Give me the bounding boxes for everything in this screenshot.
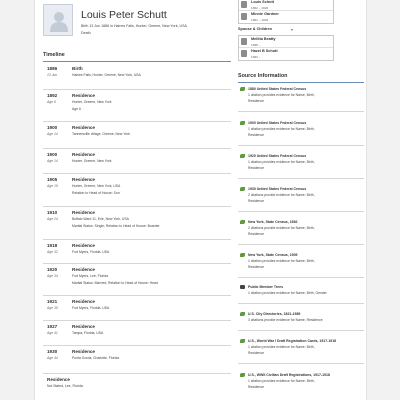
person-icon bbox=[241, 1, 247, 8]
source-item[interactable] bbox=[238, 251, 364, 278]
leaf-hint-icon bbox=[240, 220, 245, 224]
event-place[interactable]: Haines Falls, Hunter, Greene, New York, USA bbox=[72, 73, 141, 77]
member-dates: 1893 – bbox=[251, 54, 261, 59]
event-age: Age 35 bbox=[47, 306, 58, 310]
timeline-event[interactable] bbox=[43, 90, 231, 122]
timeline-event[interactable] bbox=[43, 149, 231, 174]
tree-icon bbox=[240, 285, 245, 289]
event-age: 13 Jun bbox=[47, 73, 58, 77]
source-citation: 1 citation provides evidence for Name, Birth, bbox=[248, 259, 315, 263]
event-type: Residence bbox=[72, 349, 95, 354]
event-place[interactable]: Tannersville village, Greene, New York bbox=[72, 132, 130, 136]
event-year: 1910 bbox=[47, 210, 58, 215]
source-title[interactable]: New York, State Census, 1892 bbox=[248, 220, 298, 224]
event-type: Residence bbox=[72, 125, 95, 130]
spouses-box bbox=[238, 35, 334, 61]
event-type: Residence bbox=[47, 377, 70, 382]
chevron-down-icon[interactable]: ▾ bbox=[291, 28, 293, 32]
event-type: Birth bbox=[72, 66, 83, 71]
source-heading: Source Information bbox=[238, 73, 288, 79]
timeline-divider bbox=[43, 61, 231, 62]
source-citation-cont: Residence bbox=[248, 232, 265, 236]
member-dates: 1862 – 1920 bbox=[251, 5, 269, 10]
death-fact: Death bbox=[81, 31, 91, 35]
event-place[interactable]: Hunter, Greene, New York bbox=[72, 100, 112, 104]
source-citation: 1 citation provides evidence for Name, Birth, bbox=[248, 160, 315, 164]
event-place[interactable]: Fort Myers, Lee, Florida bbox=[72, 274, 108, 278]
parents-box bbox=[238, 0, 334, 24]
event-place[interactable]: Hunter, Greene, New York bbox=[72, 159, 112, 163]
event-year: 1905 bbox=[47, 177, 58, 182]
timeline-event[interactable] bbox=[43, 296, 231, 321]
source-item[interactable] bbox=[238, 119, 364, 146]
event-year: 1930 bbox=[47, 349, 58, 354]
event-year: 1900 bbox=[47, 125, 58, 130]
event-age: Age 19 bbox=[47, 184, 58, 188]
family-member[interactable] bbox=[239, 0, 333, 11]
member-name: Louis Schutt bbox=[251, 0, 274, 4]
event-type: Residence bbox=[72, 152, 95, 157]
event-year: 1921 bbox=[47, 299, 58, 304]
source-title[interactable]: U.S., World War I Draft Registration Cards, 1917-1918 bbox=[248, 339, 337, 343]
event-place[interactable]: Not Stated, Lee, Florida bbox=[47, 384, 83, 388]
timeline-event[interactable] bbox=[43, 240, 231, 264]
source-citation: 2 citations provide evidence for Name, Birth, bbox=[248, 193, 315, 197]
event-place[interactable]: Hunter, Greene, New York, USA bbox=[72, 184, 121, 188]
source-citation-cont: Residence bbox=[248, 385, 265, 389]
source-citation: 1 citation provides evidence for Name, Birth, bbox=[248, 93, 315, 97]
source-item[interactable] bbox=[238, 371, 364, 400]
event-detail: Marital Status: Single; Relation to Head of House: Boarder bbox=[72, 224, 160, 228]
timeline-event[interactable] bbox=[43, 174, 231, 207]
event-age: Age 32 bbox=[47, 250, 58, 254]
person-icon bbox=[241, 13, 247, 20]
timeline-event[interactable] bbox=[43, 264, 231, 296]
event-age: Age 6 bbox=[47, 100, 56, 104]
event-type: Residence bbox=[72, 299, 95, 304]
family-member[interactable] bbox=[239, 48, 333, 60]
event-type: Residence bbox=[72, 210, 95, 215]
leaf-hint-icon bbox=[240, 339, 245, 343]
person-icon bbox=[241, 38, 247, 45]
leaf-hint-icon bbox=[240, 154, 245, 158]
event-type: Residence bbox=[72, 177, 95, 182]
source-item[interactable] bbox=[238, 337, 364, 364]
leaf-hint-icon bbox=[240, 187, 245, 191]
source-citation: 3 citations provide evidence for Name, Residence bbox=[248, 318, 323, 322]
leaf-hint-icon bbox=[240, 312, 245, 316]
event-age: Age 34 bbox=[47, 274, 58, 278]
timeline-heading: Timeline bbox=[43, 52, 65, 58]
event-detail: Age 6 bbox=[72, 107, 81, 111]
event-age: Age 41 bbox=[47, 331, 58, 335]
source-item[interactable] bbox=[238, 310, 364, 331]
member-name: Mellita Beatty bbox=[251, 37, 276, 41]
source-title[interactable]: New York, State Census, 1905 bbox=[248, 253, 298, 257]
member-dates: 1861 – 1946 bbox=[251, 17, 269, 22]
person-name: Louis Peter Schutt bbox=[81, 9, 167, 21]
source-title[interactable]: U.S. City Directories, 1821-1989 bbox=[248, 312, 301, 316]
birth-fact: Birth 13 Jun 1886 in Haines Falls, Hunter, Greene, New York, USA bbox=[81, 24, 187, 28]
event-year: 1918 bbox=[47, 243, 58, 248]
source-citation-cont: Residence bbox=[248, 99, 265, 103]
member-name: Hazel B Schutt bbox=[251, 49, 278, 53]
event-type: Residence bbox=[72, 243, 95, 248]
event-age: Age 44 bbox=[47, 356, 58, 360]
family-member[interactable] bbox=[239, 36, 333, 48]
source-citation-cont: Residence bbox=[248, 265, 265, 269]
event-year: 1920 bbox=[47, 267, 58, 272]
family-member[interactable] bbox=[239, 11, 333, 23]
timeline-event[interactable] bbox=[43, 321, 231, 346]
event-age: Age 14 bbox=[47, 159, 58, 163]
timeline-event[interactable] bbox=[43, 346, 231, 374]
person-icon bbox=[241, 50, 247, 57]
event-year: 1900 bbox=[47, 152, 58, 157]
event-place[interactable]: Tampa, Florida, USA bbox=[72, 331, 104, 335]
source-title[interactable]: 1880 United States Federal Census bbox=[248, 87, 307, 91]
event-age: Age 24 bbox=[47, 217, 58, 221]
event-place[interactable]: Fort Myers, Florida, USA bbox=[72, 306, 110, 310]
source-citation: 2 citations provide evidence for Name, Birth, bbox=[248, 226, 315, 230]
event-place[interactable]: Fort Myers, Florida, USA bbox=[72, 250, 110, 254]
leaf-hint-icon bbox=[240, 121, 245, 125]
event-place[interactable]: Punta Gorda, Charlotte, Florida bbox=[72, 356, 120, 360]
source-item[interactable] bbox=[238, 218, 364, 245]
timeline-event[interactable] bbox=[43, 122, 231, 149]
person-silhouette-icon bbox=[50, 10, 68, 32]
event-detail: Marital Status: Married; Relation to Head of House: Head bbox=[72, 281, 158, 285]
event-year: 1892 bbox=[47, 93, 58, 98]
source-item[interactable] bbox=[238, 185, 364, 212]
source-title[interactable]: 1930 United States Federal Census bbox=[248, 187, 307, 191]
source-title[interactable]: U.S., WWII Civilian Draft Registrations, 1917-1918 bbox=[248, 373, 330, 377]
spouses-heading[interactable]: Spouse & Children bbox=[238, 27, 272, 31]
source-title[interactable]: 1920 United States Federal Census bbox=[248, 154, 307, 158]
source-citation: 1 citation provides evidence for Name, Birth, bbox=[248, 345, 315, 349]
source-title[interactable]: Public Member Trees bbox=[248, 285, 284, 289]
source-citation: 1 citation provides evidence for Name, Birth, bbox=[248, 379, 315, 383]
source-title[interactable]: 1900 United States Federal Census bbox=[248, 121, 307, 125]
timeline-event[interactable] bbox=[43, 374, 231, 400]
timeline-event[interactable] bbox=[43, 207, 231, 240]
source-citation: 1 citation provides evidence for Name, Birth, bbox=[248, 127, 315, 131]
event-year: 1886 bbox=[47, 66, 58, 71]
event-type: Residence bbox=[72, 267, 95, 272]
event-type: Residence bbox=[72, 93, 95, 98]
profile-page bbox=[34, 0, 367, 400]
source-citation-cont: Residence bbox=[248, 351, 265, 355]
profile-header bbox=[43, 4, 229, 44]
event-place[interactable]: Buffalo Ward 11, Erie, New York, USA bbox=[72, 217, 129, 221]
source-item[interactable] bbox=[238, 283, 364, 304]
leaf-hint-icon bbox=[240, 253, 245, 257]
timeline-event[interactable] bbox=[43, 63, 231, 90]
member-dates: 1898 – bbox=[251, 42, 261, 47]
source-citation-cont: Residence bbox=[248, 133, 265, 137]
leaf-hint-icon bbox=[240, 87, 245, 91]
leaf-hint-icon bbox=[240, 373, 245, 377]
avatar[interactable] bbox=[43, 4, 73, 36]
event-age: Age 14 bbox=[47, 132, 58, 136]
source-citation: 1 citation provides evidence for Name, Birth, Gender bbox=[248, 291, 327, 295]
source-item[interactable] bbox=[238, 85, 364, 112]
source-citation-cont: Residence bbox=[248, 199, 265, 203]
event-year: 1927 bbox=[47, 324, 58, 329]
source-item[interactable] bbox=[238, 152, 364, 179]
source-citation-cont: Residence bbox=[248, 166, 265, 170]
event-detail: Relation to Head of House: Son bbox=[72, 191, 120, 195]
event-type: Residence bbox=[72, 324, 95, 329]
member-name: Minnie Gardner bbox=[251, 12, 279, 16]
source-divider bbox=[238, 82, 364, 83]
